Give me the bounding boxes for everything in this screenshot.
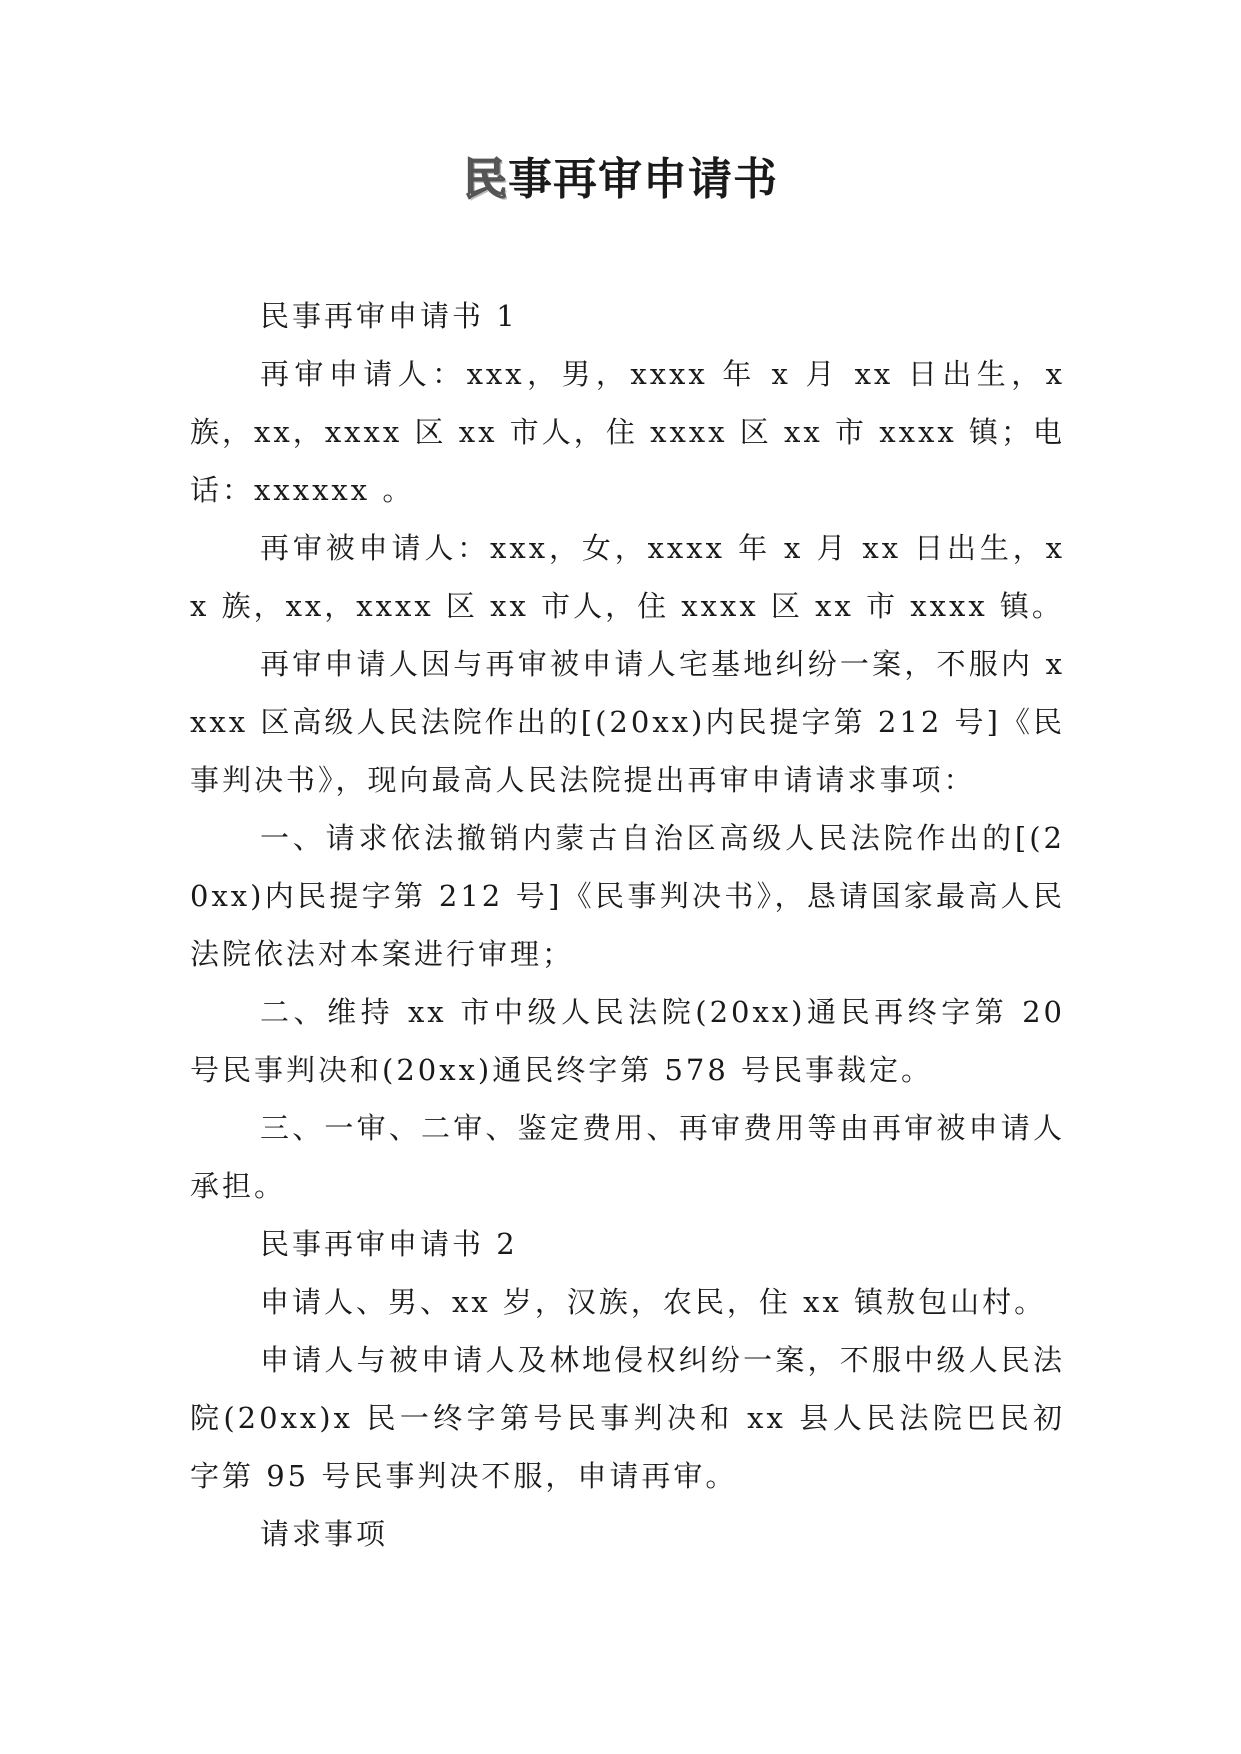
section-heading-2: 民事再审申请书 2 — [260, 1227, 518, 1261]
case-summary-paragraph: 再审申请人因与再审被申请人宅基地纠纷一案，不服内 xxxx 区高级人民法院作出的[(20xx)内民提字第 212 号]《民事判决书》，现向最高人民法院提出再审申请请求事项： — [190, 647, 1065, 797]
respondent-paragraph: 再审被申请人：xxx，女，xxxx 年 x 月 xx 日出生，xx 族，xx，xxxx 区 xx 市人，住 xxxx 区 xx 市 xxxx 镇。 — [190, 531, 1065, 623]
document-body — [190, 287, 1065, 1563]
applicant-paragraph: 再审申请人：xxx，男，xxxx 年 x 月 xx 日出生，x 族，xx，xxxx 区 xx 市人，住 xxxx 区 xx 市 xxxx 镇；电话：xxxxxx 。 — [190, 357, 1065, 507]
request-item-3: 三、一审、二审、鉴定费用、再审费用等由再审被申请人承担。 — [190, 1111, 1065, 1203]
applicant-paragraph-2: 申请人、男、xx 岁，汉族，农民，住 xx 镇敖包山村。 — [260, 1285, 1047, 1319]
document-title — [0, 150, 1241, 210]
title-rest: 事再审申请书 — [508, 154, 778, 205]
request-item-2: 二、维持 xx 市中级人民法院(20xx)通民再终字第 20 号民事判决和(20xx)通民终字第 578 号民事裁定。 — [190, 995, 1065, 1087]
request-heading: 请求事项 — [260, 1517, 389, 1551]
case-summary-paragraph-2: 申请人与被申请人及林地侵权纠纷一案，不服中级人民法院(20xx)x 民一终字第号民事判决和 xx 县人民法院巴民初字第 95 号民事判决不服，申请再审。 — [190, 1343, 1065, 1493]
title-first-char: 民 — [463, 154, 508, 205]
section-heading-1: 民事再审申请书 1 — [260, 299, 518, 333]
request-item-1: 一、请求依法撤销内蒙古自治区高级人民法院作出的[(20xx)内民提字第 212 号]《民事判决书》，恳请国家最高人民法院依法对本案进行审理； — [190, 821, 1065, 971]
